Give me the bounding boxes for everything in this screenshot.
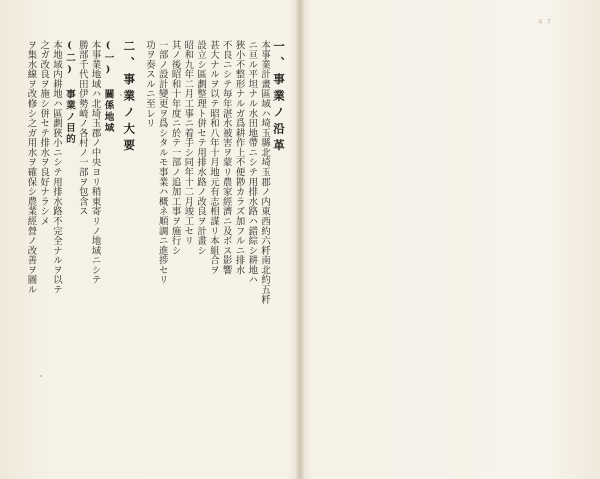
pencil-note: 4 7 bbox=[538, 18, 553, 26]
text-column: 本事業地域ハ北埼玉郡ノ中央ヨリ稍東寄リノ地域ニシテ bbox=[89, 40, 101, 285]
text-column: 設立シ區劃整理ト併セテ用排水路ノ改良ヲ計畫シ bbox=[195, 40, 207, 256]
subsection-heading: (二) 事業ノ目的 bbox=[63, 40, 75, 145]
paper-speck bbox=[40, 375, 42, 377]
paper-speck bbox=[120, 94, 122, 96]
text-column: 功ヲ奏スルニ至レリ bbox=[143, 40, 155, 129]
section-heading: 二、事業ノ大要 bbox=[122, 40, 137, 156]
text-column: 本事業計畫區域ハ埼玉縣北埼玉郡ノ内東西約六粁南北約五粁 bbox=[259, 40, 271, 305]
text-column: 甚大ナルヲ以テ昭和八年十月地元有志相謀リ本組合ヲ bbox=[207, 40, 219, 275]
text-column: 勝部千代田伊勢崎ノ各村ノ一部ヲ包含ス bbox=[76, 40, 88, 217]
column-spacer bbox=[116, 40, 119, 450]
left-page bbox=[0, 0, 298, 479]
text-column: 一部ノ設計變更ヲ爲シタルモ事業ハ概ネ順調ニ進捗セリ bbox=[156, 40, 168, 285]
column-spacer bbox=[138, 40, 141, 450]
vertical-text-block bbox=[26, 40, 284, 460]
text-column: 其ノ後昭和十年度ニ於テ一部ノ追加工事ヲ施行シ bbox=[169, 40, 181, 256]
text-column: 狹小不整形ナルガ爲耕作上不便尠カラズ加フルニ排水 bbox=[233, 40, 245, 275]
text-column: 不良ニシテ毎年湛水被害ヲ蒙リ農家經濟ニ及ボス影響 bbox=[220, 40, 232, 275]
right-page bbox=[302, 0, 600, 479]
text-column: ヲ集水線ヲ改修シ之ガ用水ヲ確保シ農業經營ノ改善ヲ圖ル bbox=[25, 40, 37, 295]
text-column: 之ガ改良ヲ施シ併セテ排水ヲ良好ナラシメ bbox=[38, 40, 50, 227]
text-column: 本地域内耕地ハ區劃狹小ニシテ用排水路不完全ナルヲ以テ bbox=[51, 40, 62, 295]
text-column: ニ亘ル平坦ナル水田地帶ニシテ用排水路ハ錯綜シ耕地ハ bbox=[246, 40, 258, 285]
section-heading: 一、事業ノ沿革 bbox=[272, 40, 286, 156]
text-column: 昭和九年二月工事ニ着手シ同年十二月竣工セリ bbox=[182, 40, 194, 246]
subsection-heading: (一) 關係地域 bbox=[102, 40, 114, 134]
